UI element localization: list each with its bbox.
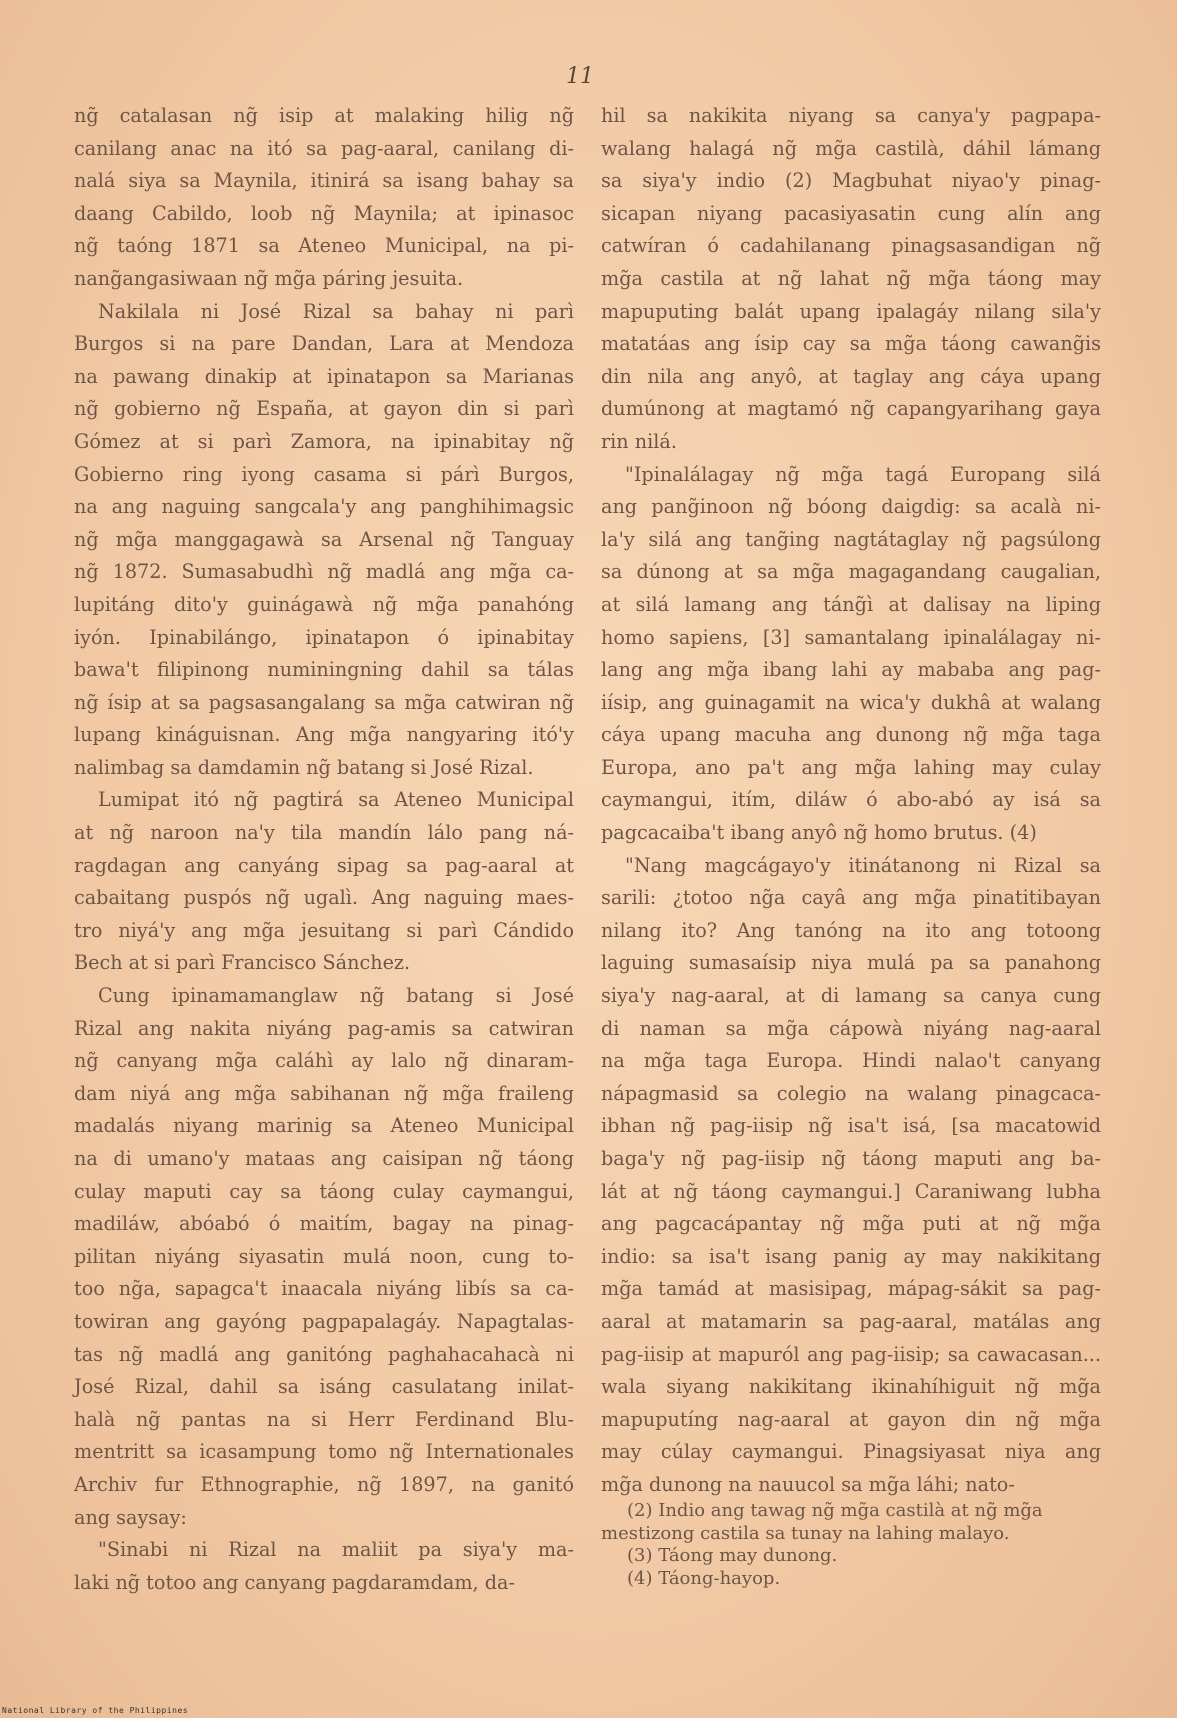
text-line: walang halagá ng̃ mg̃a castilà, dáhil lámang (601, 136, 1101, 160)
text-line: mapuputing balát upang ipalagáy nilang sila'y (601, 299, 1101, 323)
text-line: "Nang magcágayo'y itinátanong ni Rizal sa (625, 853, 1101, 877)
text-line: "Sinabi ni Rizal na maliit pa siya'y ma- (98, 1538, 574, 1562)
text-line: Gobierno ring iyong casama si párì Burgos, (74, 462, 574, 486)
text-line: ang pang̃inoon ng̃ bóong daigdig: sa acalà ni- (601, 495, 1101, 519)
text-line: ang saysay: (74, 1505, 187, 1529)
library-watermark: National Library of the Philippines (2, 1706, 189, 1715)
right-column (601, 100, 1101, 1502)
text-line: ng̃ catalasan ng̃ isip at malaking hilig ng̃ (74, 104, 574, 127)
text-line: mg̃a castila at ng̃ lahat ng̃ mg̃a táong may (601, 266, 1101, 290)
text-line: tas ng̃ madlá ang ganitóng paghahacahacà ni (74, 1342, 574, 1366)
text-line: dam niyá ang mg̃a sabihanan ng̃ mg̃a fraileng (74, 1081, 574, 1105)
text-line: laguing sumasaísip niya mulá pa sa panahong (601, 951, 1101, 975)
text-line: tro niyá'y ang mg̃a jesuitang si parì Cándido (74, 918, 574, 942)
text-line: ng̃ mg̃a manggagawà sa Arsenal ng̃ Tanguay (74, 527, 574, 551)
text-line: daang Cabildo, loob ng̃ Maynila; at ipinasoc (74, 201, 574, 225)
text-line: nalá siya sa Maynila, itinirá sa isang bahay sa (74, 169, 574, 193)
text-line: ragdagan ang canyáng sipag sa pag-aaral at (74, 853, 574, 877)
text-line: at silá lamang ang táng̃ì at dalisay na liping (601, 592, 1101, 616)
text-line: Archiv fur Ethnographie, ng̃ 1897, na ganitó (74, 1472, 574, 1496)
text-line: sarili: ¿totoo ng̃a cayâ ang mg̃a pinatitibayan (601, 886, 1101, 910)
text-line: lát at ng̃ táong caymangui.] Caraniwang lubha (601, 1179, 1101, 1203)
text-line: Burgos si na pare Dandan, Lara at Mendoza (74, 332, 574, 356)
page-number: 11 (566, 64, 594, 89)
text-line: iísip, ang guinagamit na wica'y dukhâ at walang (601, 690, 1101, 714)
text-line: aaral at matamarin sa pag-aaral, matálas ang (601, 1309, 1101, 1333)
text-line: sa siya'y indio (2) Magbuhat niyao'y pinag- (601, 169, 1101, 193)
text-line: Cung ipinamamanglaw ng̃ batang si José (98, 984, 574, 1008)
text-line: culay maputi cay sa táong culay caymangui, (74, 1179, 574, 1203)
text-line: di naman sa mg̃a cápowà niyáng nag-aaral (601, 1016, 1101, 1040)
text-line: towiran ang gayóng pagpapalagáy. Napagtalas- (74, 1309, 574, 1333)
text-line: madiláw, abóabó ó maitím, bagay na pinag- (74, 1212, 574, 1236)
text-line: may cúlay caymangui. Pinagsiyasat niya ang (601, 1440, 1101, 1464)
text-line: canilang anac na itó sa pag-aaral, canilang di- (74, 136, 574, 160)
text-line: din nila ang anyô, at taglay ang cáya upang (601, 364, 1101, 388)
text-line: "Ipinalálagay ng̃ mg̃a tagá Europang silá (625, 462, 1101, 486)
text-line: ng̃ gobierno ng̃ España, at gayon din si parì (74, 397, 574, 421)
text-line: bawa't filipinong numiningning dahil sa tálas (74, 658, 574, 682)
text-line: at ng̃ naroon na'y tila mandín lálo pang ná- (74, 821, 574, 845)
footnote-line: (2) Indio ang tawag ng̃ mg̃a castilà at ng̃ mg̃a (627, 1500, 1043, 1521)
text-line: lupitáng dito'y guinágawà ng̃ mg̃a panahóng (74, 592, 574, 616)
text-line: catwíran ó cadahilanang pinagsasandigan ng̃ (601, 234, 1101, 258)
footnote-line: (3) Táong may dunong. (627, 1545, 838, 1566)
text-line: nilang ito? Ang tanóng na ito ang totoong (601, 918, 1101, 942)
text-line: na mg̃a taga Europa. Hindi nalao't canyang (601, 1049, 1101, 1073)
text-line: cáya upang macuha ang dunong ng̃ mg̃a taga (601, 723, 1101, 747)
text-line: Bech at si parì Francisco Sánchez. (74, 951, 411, 975)
text-line: Europa, ano pa't ang mg̃a lahing may culay (601, 755, 1101, 779)
text-line: na ang naguing sangcala'y ang panghihimagsic (74, 495, 574, 519)
text-line: matatáas ang ísip cay sa mg̃a táong cawang̃is (601, 332, 1101, 356)
text-line: indio: sa isa't isang panig ay may nakikitang (601, 1244, 1101, 1268)
text-line: Nakilala ni José Rizal sa bahay ni parì (98, 299, 574, 323)
text-line: madalás niyang marinig sa Ateneo Municipal (74, 1114, 574, 1138)
text-line: la'y silá ang tang̃ing nagtátaglay ng̃ pagsúlong (601, 527, 1101, 551)
text-line: ng̃ ísip at sa pagsasangalang sa mg̃a catwiran ng̃ (74, 690, 574, 714)
text-line: lupang kináguisnan. Ang mg̃a nangyaring itó'y (74, 723, 574, 747)
text-line: caymangui, itím, diláw ó abo-abó ay isá sa (601, 788, 1101, 812)
text-line: halà ng̃ pantas na si Herr Ferdinand Blu- (74, 1407, 574, 1431)
text-line: mentritt sa icasampung tomo ng̃ Internationales (74, 1440, 574, 1464)
text-line: ibhan ng̃ pag-iisip ng̃ isa't isá, [sa macatowid (601, 1114, 1101, 1138)
text-line: ng̃ canyang mg̃a caláhì ay lalo ng̃ dinaram- (74, 1049, 574, 1073)
text-line: pag-iisip at mapuról ang pag-iisip; sa cawacasan... (601, 1342, 1101, 1366)
text-line: Lumipat itó ng̃ pagtirá sa Ateneo Municipal (98, 788, 574, 812)
text-line: hil sa nakikita niyang sa canya'y pagpapa- (601, 104, 1101, 127)
text-line: na di umano'y mataas ang caisipan ng̃ táong (74, 1147, 574, 1170)
text-line: laki ng̃ totoo ang canyang pagdaramdam, da- (74, 1570, 515, 1594)
text-line: Gómez at si parì Zamora, na ipinabitay ng̃ (74, 429, 574, 453)
text-line: cabaitang puspós ng̃ ugalì. Ang naguing maes- (74, 886, 574, 910)
text-line: wala siyang nakikitang ikinahíhiguit ng̃ mg̃a (601, 1375, 1101, 1399)
text-line: ng̃ 1872. Sumasabudhì ng̃ madlá ang mg̃a ca- (74, 560, 574, 584)
left-column (74, 100, 574, 1599)
text-line: nalimbag sa damdamin ng̃ batang si José Rizal. (74, 755, 534, 779)
text-line: ang pagcacápantay ng̃ mg̃a puti at ng̃ mg̃a (601, 1212, 1101, 1236)
text-line: Rizal ang nakita niyáng pag-amis sa catwiran (74, 1016, 574, 1040)
text-line: siya'y nag-aaral, at di lamang sa canya cung (601, 984, 1101, 1008)
text-line: pagcacaiba't ibang anyô ng̃ homo brutus. (4) (601, 821, 1037, 845)
text-line: na pawang dinakip at ipinatapon sa Marianas (74, 364, 574, 388)
text-line: too ng̃a, sapagca't inaacala niyáng libís sa ca- (74, 1277, 574, 1301)
text-line: mapuputíng nag-aaral at gayon din ng̃ mg̃a (601, 1407, 1101, 1431)
text-line: rin nilá. (601, 429, 677, 453)
text-line: lang ang mg̃a ibang lahi ay mababa ang pag- (601, 658, 1101, 682)
text-line: homo sapiens, [3] samantalang ipinalálagay ni- (601, 625, 1101, 649)
text-line: mg̃a tamád at masisipag, mápag-sákit sa pag- (601, 1277, 1101, 1301)
text-line: nang̃angasiwaan ng̃ mg̃a páring jesuita. (74, 266, 464, 290)
text-line: sa dúnong at sa mg̃a magagandang caugalian, (601, 560, 1101, 584)
footnote-line: (4) Táong-hayop. (627, 1567, 781, 1589)
text-line: sicapan niyang pacasiyasatin cung alín ang (601, 201, 1101, 225)
footnote-line: mestizong castila sa tunay na lahing malayo. (601, 1522, 1010, 1544)
text-line: baga'y ng̃ pag-iisip ng̃ táong maputi ang ba- (601, 1147, 1101, 1170)
text-line: José Rizal, dahil sa isáng casulatang inilat- (74, 1375, 574, 1399)
text-line: iyón. Ipinabilángo, ipinatapon ó ipinabitay (74, 625, 574, 649)
footnotes (601, 1500, 1101, 1590)
text-line: mg̃a dunong na nauucol sa mg̃a láhi; nato- (601, 1472, 1015, 1496)
text-line: pilitan niyáng siyasatin mulá noon, cung to- (74, 1244, 574, 1268)
text-line: ng̃ taóng 1871 sa Ateneo Municipal, na pi- (74, 234, 574, 258)
text-line: dumúnong at magtamó ng̃ capangyarihang gaya (601, 397, 1101, 421)
text-line: nápagmasid sa colegio na walang pinagcaca- (601, 1081, 1101, 1105)
